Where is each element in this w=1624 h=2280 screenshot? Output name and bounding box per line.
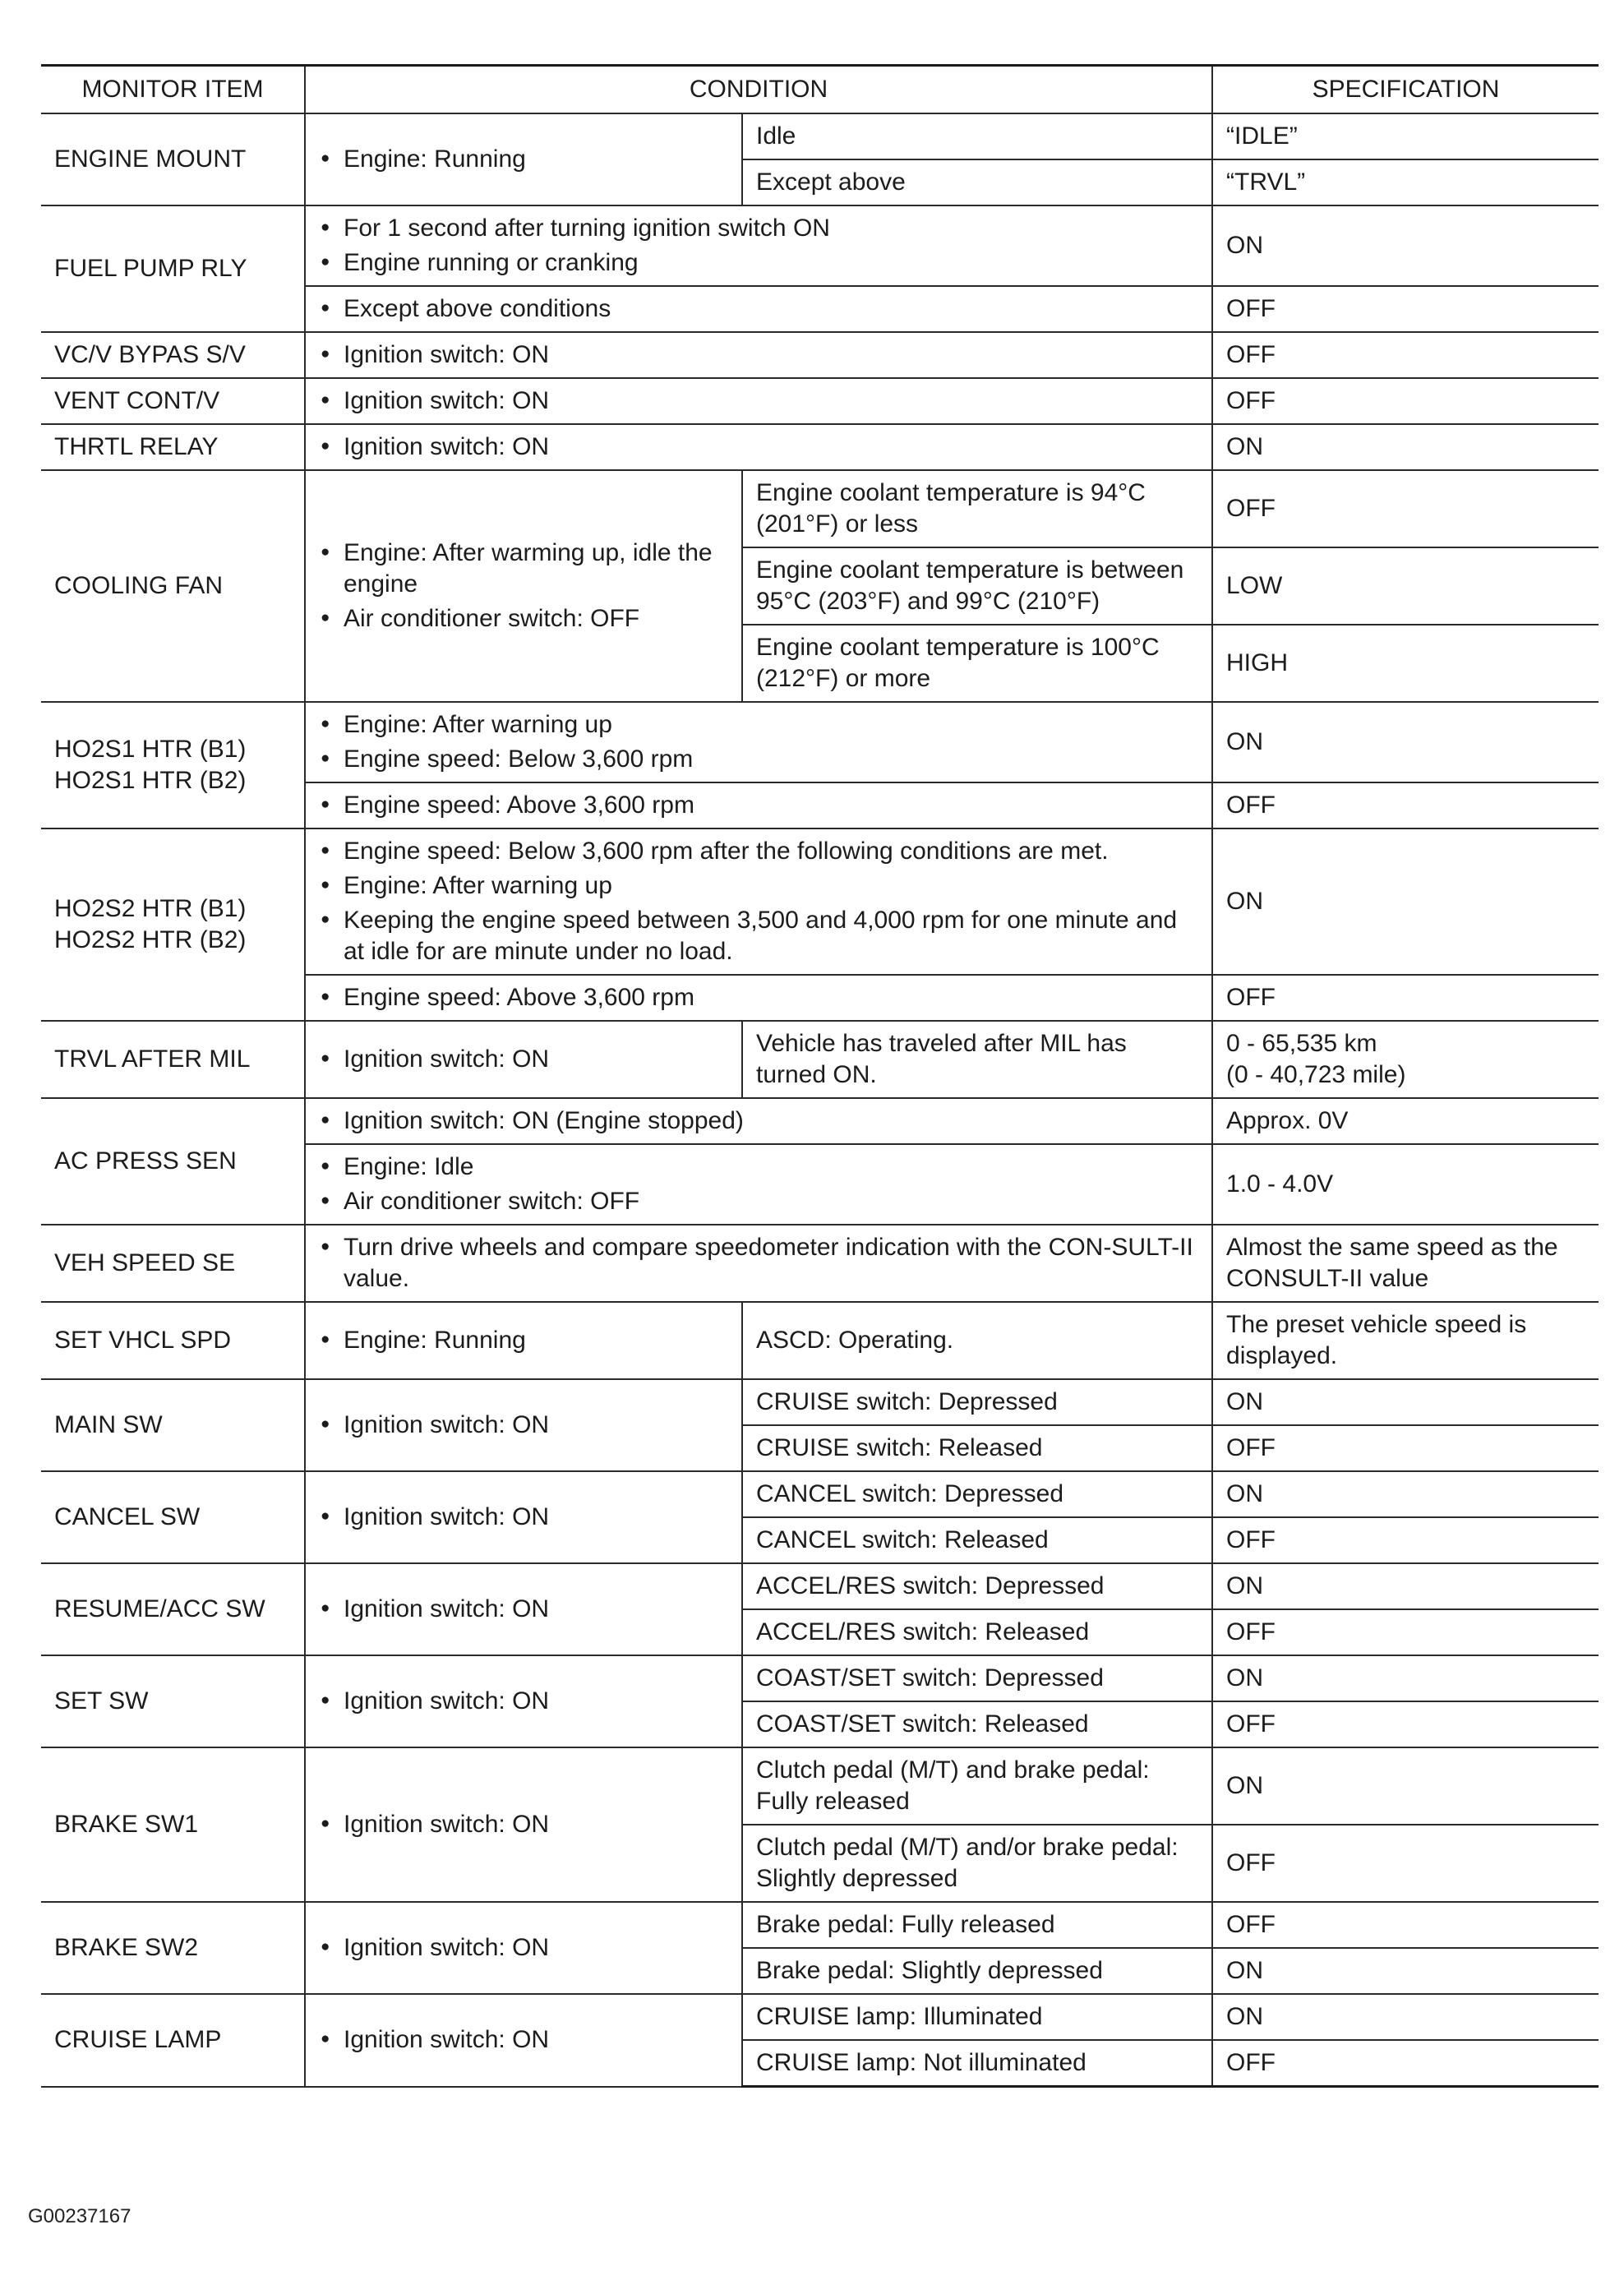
table-row bbox=[41, 205, 1599, 286]
condition-bullet: ● Air conditioner switch: OFF bbox=[319, 1186, 1200, 1217]
condition-bullet: ● Engine running or cranking bbox=[319, 247, 1200, 279]
specification: ON bbox=[1212, 828, 1599, 975]
condition-cell bbox=[305, 1379, 742, 1471]
condition-bullet: ● Ignition switch: ON (Engine stopped) bbox=[319, 1105, 1200, 1137]
specification: ON bbox=[1212, 424, 1599, 470]
specification: OFF bbox=[1212, 1517, 1599, 1563]
spec-document bbox=[41, 64, 1599, 2088]
monitor-spec-table bbox=[41, 64, 1599, 2088]
specification: ON bbox=[1212, 1948, 1599, 1994]
condition-cell bbox=[305, 1302, 742, 1379]
condition-cell bbox=[305, 1225, 1212, 1302]
monitor-item: VEH SPEED SE bbox=[41, 1225, 305, 1302]
condition-bullet: ● Engine speed: Below 3,600 rpm bbox=[319, 744, 1200, 775]
table-row bbox=[41, 1994, 1599, 2040]
condition-bullet: ● Engine: Running bbox=[319, 1325, 730, 1356]
table-row bbox=[41, 702, 1599, 782]
header-monitor-item: MONITOR ITEM bbox=[41, 66, 305, 114]
header-specification: SPECIFICATION bbox=[1212, 66, 1599, 114]
condition-cell bbox=[305, 1471, 742, 1563]
monitor-item-line: HO2S2 HTR (B1) bbox=[54, 895, 247, 922]
sub-condition: COAST/SET switch: Depressed bbox=[742, 1655, 1212, 1701]
condition-bullet: ● Turn drive wheels and compare speedometer indication with the CON-SULT-II value. bbox=[319, 1232, 1200, 1295]
table-row bbox=[41, 1225, 1599, 1302]
condition-cell bbox=[305, 470, 742, 702]
monitor-item-line: HO2S1 HTR (B1) bbox=[54, 736, 247, 763]
condition-cell bbox=[305, 332, 1212, 378]
monitor-item: CRUISE LAMP bbox=[41, 1994, 305, 2087]
sub-condition: ACCEL/RES switch: Depressed bbox=[742, 1563, 1212, 1609]
sub-condition: CRUISE lamp: Not illuminated bbox=[742, 2040, 1212, 2087]
specification: OFF bbox=[1212, 1609, 1599, 1655]
specification bbox=[1212, 1021, 1599, 1098]
figure-id: G00237167 bbox=[28, 2205, 131, 2227]
monitor-item: ENGINE MOUNT bbox=[41, 113, 305, 205]
specification: OFF bbox=[1212, 470, 1599, 547]
table-row bbox=[41, 828, 1599, 975]
specification: Almost the same speed as the CONSULT-II value bbox=[1212, 1225, 1599, 1302]
table-row bbox=[41, 1021, 1599, 1098]
condition-cell bbox=[305, 378, 1212, 424]
table-row bbox=[41, 1655, 1599, 1701]
condition-bullet: ● Engine: After warning up bbox=[319, 870, 1200, 902]
condition-cell bbox=[305, 782, 1212, 828]
table-row bbox=[41, 470, 1599, 547]
sub-condition: CANCEL switch: Released bbox=[742, 1517, 1212, 1563]
condition-cell bbox=[305, 424, 1212, 470]
condition-bullet: ● Ignition switch: ON bbox=[319, 1932, 730, 1964]
table-row bbox=[41, 1902, 1599, 1948]
condition-cell bbox=[305, 828, 1212, 975]
sub-condition: ASCD: Operating. bbox=[742, 1302, 1212, 1379]
monitor-item-line: HO2S2 HTR (B2) bbox=[54, 926, 247, 953]
spec-line: (0 - 40,723 mile) bbox=[1226, 1061, 1406, 1088]
specification: LOW bbox=[1212, 547, 1599, 625]
condition-cell bbox=[305, 975, 1212, 1021]
monitor-item-line: HO2S1 HTR (B2) bbox=[54, 767, 247, 794]
sub-condition: Clutch pedal (M/T) and brake pedal: Fully released bbox=[742, 1747, 1212, 1825]
table-row bbox=[41, 113, 1599, 159]
sub-condition: CRUISE switch: Depressed bbox=[742, 1379, 1212, 1425]
specification: ON bbox=[1212, 1563, 1599, 1609]
monitor-item: TRVL AFTER MIL bbox=[41, 1021, 305, 1098]
monitor-item: FUEL PUMP RLY bbox=[41, 205, 305, 332]
monitor-item: AC PRESS SEN bbox=[41, 1098, 305, 1225]
condition-cell bbox=[305, 1655, 742, 1747]
table-row bbox=[41, 1747, 1599, 1825]
monitor-item: THRTL RELAY bbox=[41, 424, 305, 470]
table-row bbox=[41, 1098, 1599, 1144]
table-row bbox=[41, 1563, 1599, 1609]
condition-bullet: ● Engine: After warming up, idle the engine bbox=[319, 538, 730, 600]
header-condition: CONDITION bbox=[305, 66, 1212, 114]
specification: OFF bbox=[1212, 2040, 1599, 2087]
specification: “IDLE” bbox=[1212, 113, 1599, 159]
condition-cell bbox=[305, 113, 742, 205]
sub-condition: Vehicle has traveled after MIL has turned ON. bbox=[742, 1021, 1212, 1098]
condition-cell bbox=[305, 1563, 742, 1655]
monitor-item bbox=[41, 702, 305, 828]
condition-bullet: ● Ignition switch: ON bbox=[319, 385, 1200, 417]
condition-bullet: ● Ignition switch: ON bbox=[319, 1686, 730, 1717]
table-row bbox=[41, 1302, 1599, 1379]
condition-cell bbox=[305, 205, 1212, 286]
condition-cell bbox=[305, 286, 1212, 332]
monitor-item: MAIN SW bbox=[41, 1379, 305, 1471]
condition-bullet: ● For 1 second after turning ignition switch ON bbox=[319, 213, 1200, 244]
specification: ON bbox=[1212, 1747, 1599, 1825]
condition-bullet: ● Engine: Idle bbox=[319, 1152, 1200, 1183]
monitor-item: RESUME/ACC SW bbox=[41, 1563, 305, 1655]
condition-bullet: ● Ignition switch: ON bbox=[319, 1044, 730, 1075]
condition-bullet: ● Ignition switch: ON bbox=[319, 432, 1200, 463]
sub-condition: Except above bbox=[742, 159, 1212, 205]
sub-condition: ACCEL/RES switch: Released bbox=[742, 1609, 1212, 1655]
specification: “TRVL” bbox=[1212, 159, 1599, 205]
monitor-item: SET VHCL SPD bbox=[41, 1302, 305, 1379]
condition-bullet: ● Ignition switch: ON bbox=[319, 2024, 730, 2056]
condition-bullet: ● Keeping the engine speed between 3,500 and 4,000 rpm for one minute and at idle for are minute under no load. bbox=[319, 905, 1200, 967]
table-row bbox=[41, 1379, 1599, 1425]
condition-cell bbox=[305, 1144, 1212, 1225]
sub-condition: Clutch pedal (M/T) and/or brake pedal: Slightly depressed bbox=[742, 1825, 1212, 1902]
table-header-row bbox=[41, 66, 1599, 114]
spec-line: 0 - 65,535 km bbox=[1226, 1030, 1377, 1057]
condition-cell bbox=[305, 1021, 742, 1098]
condition-cell bbox=[305, 1994, 742, 2087]
condition-bullet: ● Air conditioner switch: OFF bbox=[319, 603, 730, 635]
sub-condition: CRUISE lamp: Illuminated bbox=[742, 1994, 1212, 2040]
condition-bullet: ● Engine speed: Above 3,600 rpm bbox=[319, 982, 1200, 1013]
condition-bullet: ● Engine: Running bbox=[319, 144, 730, 175]
condition-bullet: ● Except above conditions bbox=[319, 293, 1200, 325]
specification: HIGH bbox=[1212, 625, 1599, 702]
specification: OFF bbox=[1212, 782, 1599, 828]
condition-cell bbox=[305, 1747, 742, 1902]
condition-cell bbox=[305, 1098, 1212, 1144]
specification: ON bbox=[1212, 702, 1599, 782]
specification: The preset vehicle speed is displayed. bbox=[1212, 1302, 1599, 1379]
sub-condition: Idle bbox=[742, 113, 1212, 159]
specification: ON bbox=[1212, 205, 1599, 286]
sub-condition: CANCEL switch: Depressed bbox=[742, 1471, 1212, 1517]
monitor-item: BRAKE SW1 bbox=[41, 1747, 305, 1902]
specification: OFF bbox=[1212, 1701, 1599, 1747]
specification: OFF bbox=[1212, 1825, 1599, 1902]
condition-bullet: ● Ignition switch: ON bbox=[319, 1502, 730, 1533]
specification: OFF bbox=[1212, 1425, 1599, 1471]
specification: OFF bbox=[1212, 975, 1599, 1021]
specification: ON bbox=[1212, 1379, 1599, 1425]
table-row bbox=[41, 424, 1599, 470]
specification: ON bbox=[1212, 1994, 1599, 2040]
sub-condition: Brake pedal: Slightly depressed bbox=[742, 1948, 1212, 1994]
table-row bbox=[41, 378, 1599, 424]
sub-condition: COAST/SET switch: Released bbox=[742, 1701, 1212, 1747]
sub-condition: Brake pedal: Fully released bbox=[742, 1902, 1212, 1948]
condition-bullet: ● Ignition switch: ON bbox=[319, 339, 1200, 371]
monitor-item: BRAKE SW2 bbox=[41, 1902, 305, 1994]
condition-bullet: ● Engine speed: Below 3,600 rpm after the following conditions are met. bbox=[319, 836, 1200, 867]
condition-bullet: ● Engine speed: Above 3,600 rpm bbox=[319, 790, 1200, 821]
specification: OFF bbox=[1212, 378, 1599, 424]
sub-condition: Engine coolant temperature is 94°C (201°F) or less bbox=[742, 470, 1212, 547]
table-row bbox=[41, 1471, 1599, 1517]
table-row bbox=[41, 332, 1599, 378]
condition-bullet: ● Engine: After warning up bbox=[319, 709, 1200, 741]
specification: ON bbox=[1212, 1655, 1599, 1701]
condition-cell bbox=[305, 702, 1212, 782]
specification: OFF bbox=[1212, 332, 1599, 378]
monitor-item: VC/V BYPAS S/V bbox=[41, 332, 305, 378]
specification: ON bbox=[1212, 1471, 1599, 1517]
condition-bullet: ● Ignition switch: ON bbox=[319, 1594, 730, 1625]
condition-bullet: ● Ignition switch: ON bbox=[319, 1410, 730, 1441]
sub-condition: Engine coolant temperature is between 95°C (203°F) and 99°C (210°F) bbox=[742, 547, 1212, 625]
condition-cell bbox=[305, 1902, 742, 1994]
monitor-item: CANCEL SW bbox=[41, 1471, 305, 1563]
sub-condition: Engine coolant temperature is 100°C (212°F) or more bbox=[742, 625, 1212, 702]
specification: Approx. 0V bbox=[1212, 1098, 1599, 1144]
monitor-item: VENT CONT/V bbox=[41, 378, 305, 424]
specification: 1.0 - 4.0V bbox=[1212, 1144, 1599, 1225]
specification: OFF bbox=[1212, 286, 1599, 332]
condition-bullet: ● Ignition switch: ON bbox=[319, 1809, 730, 1840]
monitor-item: SET SW bbox=[41, 1655, 305, 1747]
sub-condition: CRUISE switch: Released bbox=[742, 1425, 1212, 1471]
specification: OFF bbox=[1212, 1902, 1599, 1948]
monitor-item: COOLING FAN bbox=[41, 470, 305, 702]
monitor-item bbox=[41, 828, 305, 1021]
